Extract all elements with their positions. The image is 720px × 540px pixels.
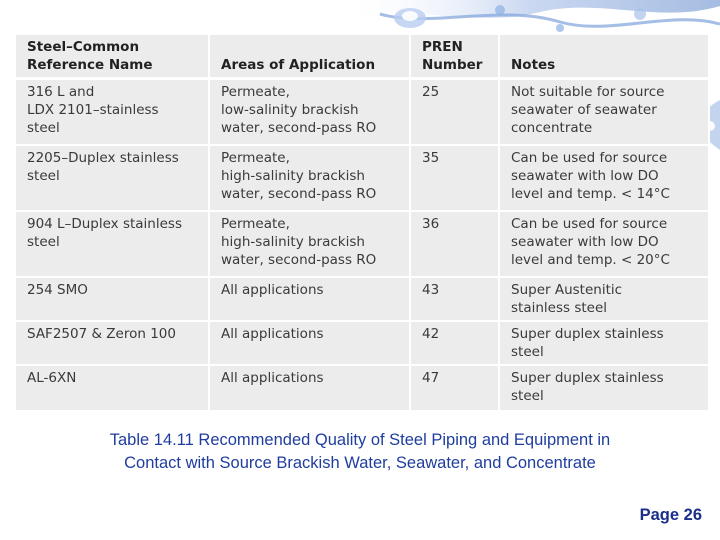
cell-notes — [499, 79, 709, 145]
cell-application-line: All applications — [221, 369, 324, 386]
cell-application — [209, 79, 410, 145]
cell-notes-line: Not suitable for source — [511, 84, 665, 100]
cell-pren-value: 43 — [422, 281, 440, 298]
table-row — [15, 277, 709, 321]
cell-notes-line: Super Austenitic — [511, 281, 623, 298]
cell-application-line: Permeate, — [221, 149, 290, 166]
cell-reference-name — [15, 79, 209, 145]
cell-reference-name — [15, 211, 209, 277]
caption-line-1: Table 14.11 Recommended Quality of Steel Piping and Equipment in — [109, 431, 611, 449]
cell-pren — [410, 145, 499, 211]
cell-application-line: water, second-pass RO — [221, 120, 377, 136]
cell-application-line: water, second-pass RO — [221, 185, 377, 202]
cell-reference-name-line: 2205–Duplex stainless — [27, 149, 179, 166]
cell-pren-value: 25 — [422, 84, 440, 100]
cell-notes-line: seawater of seawater — [511, 102, 657, 118]
cell-reference-name-line: 254 SMO — [27, 281, 88, 298]
cell-reference-name — [15, 365, 209, 411]
cell-application — [209, 277, 410, 321]
cell-pren — [410, 365, 499, 411]
cell-application-line: All applications — [221, 281, 324, 298]
cell-reference-name-line: steel — [27, 233, 60, 250]
table-row — [15, 321, 709, 365]
cell-application-line: All applications — [221, 325, 324, 342]
table-caption — [0, 429, 720, 475]
cell-notes — [499, 365, 709, 411]
page-number: Page 26 — [639, 506, 702, 524]
cell-reference-name-line: 316 L and — [27, 84, 95, 100]
caption-line-2: Contact with Source Brackish Water, Seawater, and Concentrate — [124, 454, 596, 472]
cell-reference-name — [15, 277, 209, 321]
table-row — [15, 211, 709, 277]
cell-notes-line: seawater with low DO — [511, 167, 659, 184]
cell-application — [209, 365, 410, 411]
cell-pren-value: 42 — [422, 325, 440, 342]
cell-pren-value: 36 — [422, 215, 440, 232]
cell-reference-name — [15, 145, 209, 211]
cell-reference-name-line: steel — [27, 120, 60, 136]
cell-notes-line: Can be used for source — [511, 149, 668, 166]
cell-reference-name — [15, 321, 209, 365]
table-row — [15, 145, 709, 211]
cell-notes-line: seawater with low DO — [511, 233, 659, 250]
cell-application-line: low-salinity brackish — [221, 102, 359, 118]
header-application: Areas of Application — [209, 34, 410, 79]
cell-application — [209, 211, 410, 277]
cell-notes-line: level and temp. < 14°C — [511, 185, 670, 202]
cell-application-line: Permeate, — [221, 215, 290, 232]
cell-notes-line: concentrate — [511, 120, 593, 136]
cell-notes-line: Super duplex stainless — [511, 369, 664, 386]
cell-application-line: Permeate, — [221, 84, 290, 100]
cell-application — [209, 321, 410, 365]
table-row — [15, 365, 709, 411]
cell-pren — [410, 79, 499, 145]
table-header-row — [15, 34, 709, 79]
cell-application-line: high-salinity brackish — [221, 167, 365, 184]
cell-pren-value: 35 — [422, 149, 440, 166]
cell-pren — [410, 277, 499, 321]
cell-application-line: high-salinity brackish — [221, 233, 365, 250]
table-row — [15, 79, 709, 145]
cell-notes-line: steel — [511, 387, 544, 404]
cell-reference-name-line: LDX 2101–stainless — [27, 102, 159, 118]
header-notes: Notes — [499, 34, 709, 79]
cell-notes-line: Can be used for source — [511, 215, 668, 232]
cell-notes-line: stainless steel — [511, 299, 608, 316]
cell-application — [209, 145, 410, 211]
cell-notes — [499, 277, 709, 321]
cell-notes-line: steel — [511, 343, 544, 360]
cell-notes-line: Super duplex stainless — [511, 325, 664, 342]
cell-reference-name-line: 904 L–Duplex stainless — [27, 215, 182, 232]
cell-pren — [410, 211, 499, 277]
cell-application-line: water, second-pass RO — [221, 251, 377, 268]
cell-reference-name-line: steel — [27, 167, 60, 184]
cell-notes — [499, 211, 709, 277]
cell-notes — [499, 145, 709, 211]
cell-notes-line: level and temp. < 20°C — [511, 251, 670, 268]
cell-reference-name-line: AL-6XN — [27, 369, 77, 386]
cell-notes — [499, 321, 709, 365]
cell-pren-value: 47 — [422, 369, 440, 386]
steel-quality-table — [14, 33, 710, 412]
cell-reference-name-line: SAF2507 & Zeron 100 — [27, 325, 176, 342]
cell-pren — [410, 321, 499, 365]
header-reference-name: Steel–Common Reference Name — [15, 34, 209, 79]
header-pren: PREN Number — [410, 34, 499, 79]
table-container — [14, 33, 708, 410]
